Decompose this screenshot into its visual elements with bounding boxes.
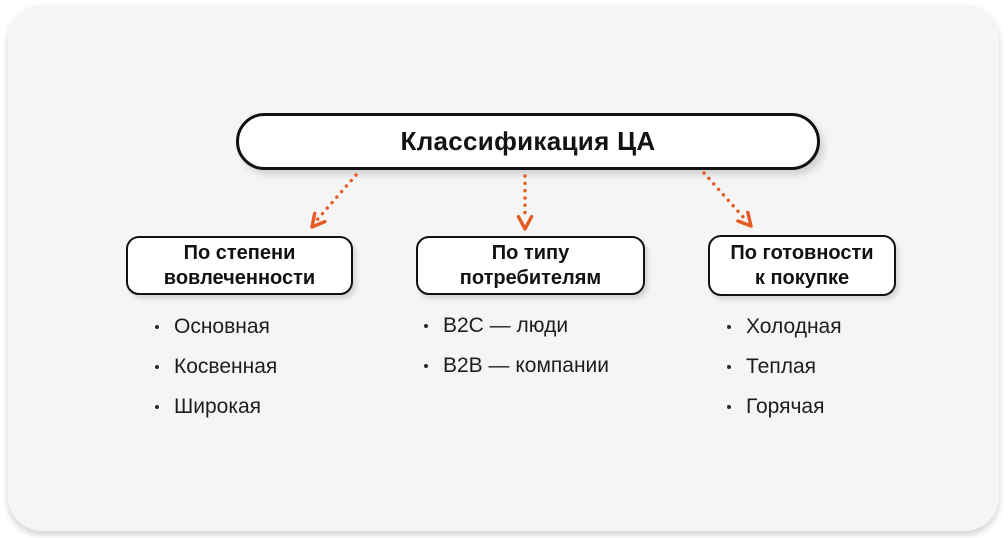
branch-label-line: По готовности [730,241,874,264]
diagram-title: Классификация ЦА [400,126,656,156]
list-item-label: B2C — люди [443,314,569,337]
list-item-label: Холодная [746,315,842,338]
list-item-label: Горячая [746,395,825,418]
list-item-label: Косвенная [174,355,278,378]
branch-box-purchase-readiness [708,235,896,296]
branch-label-line: потребителям [459,266,602,289]
list-item [424,314,609,338]
list-item-label: Широкая [174,395,262,418]
branch-label-line: вовлеченности [163,266,316,289]
branch-box-involvement [126,236,353,295]
list-item-label: B2B — компании [443,354,610,377]
bullet-icon [727,405,731,409]
diagram-card [8,5,999,531]
arrow-down-icon [518,176,531,229]
list-item-label: Основная [174,315,270,338]
list-item [727,355,842,379]
bullet-icon [424,324,428,328]
list-item [727,315,842,339]
list-item [155,395,277,419]
branch-label-line: По типу [491,241,570,264]
branch-list-purchase-readiness [727,315,842,419]
branch-label-line: к покупке [754,266,850,289]
bullet-icon [424,364,428,368]
list-item [155,315,277,339]
bullet-icon [155,405,159,409]
branch-list-consumer-type [424,314,609,378]
bullet-icon [727,325,731,329]
arrow-left-icon [312,175,356,227]
bullet-icon [155,325,159,329]
root-node [236,113,820,170]
list-item [424,354,609,378]
list-item [155,355,277,379]
list-item-label: Теплая [746,355,817,378]
bullet-icon [727,365,731,369]
branch-label-line: По степени [183,241,296,264]
branch-box-consumer-type [416,236,645,295]
branch-list-involvement [155,315,277,419]
bullet-icon [155,365,159,369]
arrow-right-icon [704,173,751,226]
list-item [727,395,842,419]
